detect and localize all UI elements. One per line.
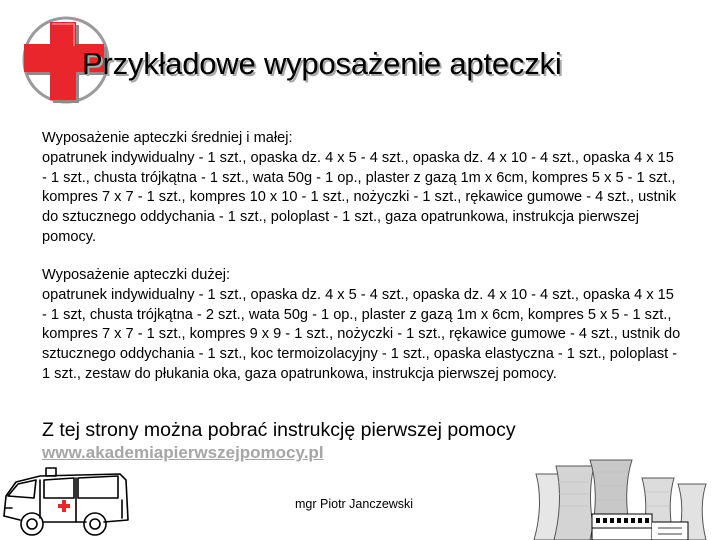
page-title: Przykładowe wyposażenie apteczki (82, 46, 562, 81)
power-plant-icon (528, 452, 720, 540)
section-heading: Wyposażenie apteczki średniej i małej: (42, 130, 293, 146)
ambulance-icon (0, 466, 132, 538)
section-body: opatrunek indywidualny - 1 szt., opaska dz. 4 x 5 - 4 szt., opaska dz. 4 x 10 - 4 szt., opaska 4 x 15 - 1 szt, chusta trójkątna - 2 szt., wata 50g - 1 op., plaster z gazą 1m x 6cm, kompres 5 x 5 - 1 szt., kompres 7 x 7 - 1 szt., kompres 9 x 9 - 1 szt., nożyczki - 1 szt., rękawice gumowe - 4 szt., ustnik do sztucznego oddychania - 1 szt., koc termoizolacyjny - 1 szt., opaska elastyczna - 1 szt., poloplast - 1 szt., zestaw do płukania oka, gaza opatrunkowa, instrukcja pierwszej pomocy. (42, 286, 681, 382)
section-small-kit (42, 129, 682, 248)
section-heading: Wyposażenie apteczki dużej: (42, 267, 231, 283)
website-link[interactable]: www.akademiapierwszejpomocy.pl (42, 443, 324, 462)
section-large-kit (42, 266, 682, 385)
download-text: Z tej strony można pobrać instrukcję pierwszej pomocy (42, 419, 516, 441)
section-body: opatrunek indywidualny - 1 szt., opaska dz. 4 x 5 - 4 szt., opaska dz. 4 x 10 - 4 szt., opaska 4 x 15 - 1 szt., chusta trójkątna - 1 szt., wata 50g - 1 op., plaster z gazą 1m x 6cm, kompres 5 x 5 - 1 szt., kompres 7 x 7 - 1 szt., kompres 10 x 10 - 1 szt., nożyczki - 1 szt., rękawice gumowe - 4 szt., ustnik do sztucznego oddychania - 1 szt., poloplast - 1 szt., gaza opatrunkowa, instrukcja pierwszej pomocy. (42, 149, 677, 245)
author: mgr Piotr Janczewski (295, 497, 414, 511)
